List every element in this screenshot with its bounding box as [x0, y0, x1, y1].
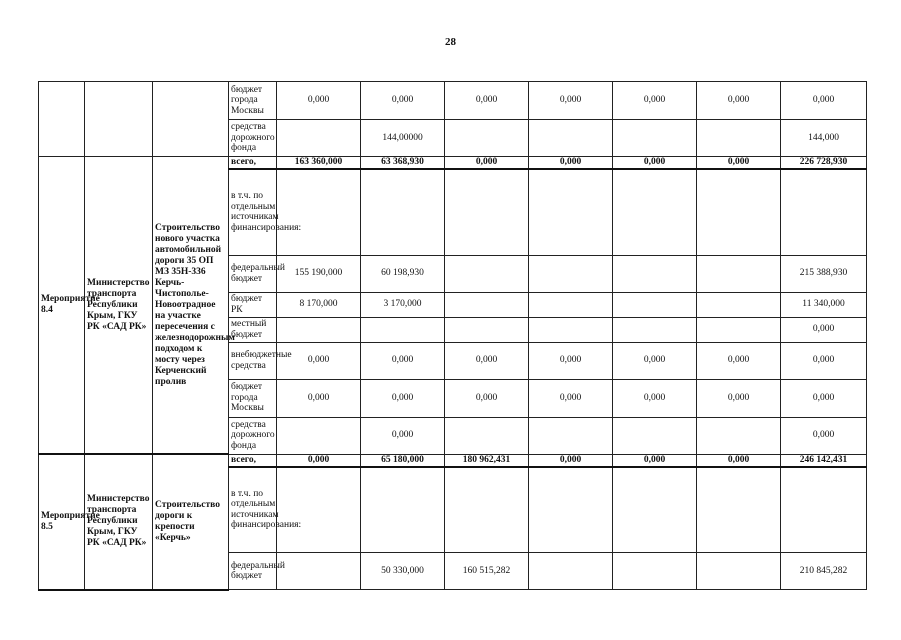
value-cell: [697, 467, 781, 553]
value-cell: 0,000: [277, 454, 361, 467]
measure-cell: Мероприятие 8.5: [39, 454, 85, 590]
value-cell: 0,000: [529, 454, 613, 467]
value-cell: [445, 417, 529, 454]
total-value-cell: 226 728,930: [781, 157, 867, 170]
value-cell: 160 515,282: [445, 553, 529, 590]
total-value-cell: 0,000: [781, 379, 867, 417]
value-cell: 65 180,000: [361, 454, 445, 467]
value-cell: [529, 317, 613, 342]
value-cell: 0,000: [361, 417, 445, 454]
value-cell: [277, 317, 361, 342]
value-cell: 0,000: [445, 82, 529, 120]
measure-cell: Мероприятие 8.4: [39, 157, 85, 455]
source-label: внебюджетные средства: [229, 342, 277, 379]
value-cell: [277, 417, 361, 454]
value-cell: 0,000: [697, 157, 781, 170]
total-value-cell: 210 845,282: [781, 553, 867, 590]
value-cell: [697, 169, 781, 255]
value-cell: 0,000: [697, 342, 781, 379]
value-cell: [361, 169, 445, 255]
value-cell: [613, 317, 697, 342]
value-cell: [613, 169, 697, 255]
value-cell: 0,000: [529, 157, 613, 170]
executor-cell: Министерство транспорта Республики Крым, ГКУ РК «САД РК»: [85, 454, 153, 590]
total-value-cell: 0,000: [781, 317, 867, 342]
value-cell: [613, 255, 697, 292]
budget-table: [38, 81, 867, 591]
value-cell: [697, 120, 781, 157]
value-cell: [445, 467, 529, 553]
value-cell: 0,000: [361, 82, 445, 120]
source-label: в т.ч. по отдельным источникам финансирования:: [229, 169, 277, 255]
value-cell: 63 368,930: [361, 157, 445, 170]
value-cell: [277, 120, 361, 157]
total-value-cell: 144,000: [781, 120, 867, 157]
total-value-cell: 0,000: [781, 342, 867, 379]
value-cell: 0,000: [277, 379, 361, 417]
value-cell: [529, 417, 613, 454]
total-row: [39, 454, 867, 467]
value-cell: 0,000: [277, 342, 361, 379]
value-cell: [277, 553, 361, 590]
value-cell: 0,000: [697, 82, 781, 120]
source-label: средства дорожного фонда: [229, 120, 277, 157]
value-cell: 60 198,930: [361, 255, 445, 292]
source-label: всего,: [229, 454, 277, 467]
value-cell: [529, 120, 613, 157]
value-cell: 0,000: [529, 379, 613, 417]
source-label: федеральный бюджет: [229, 553, 277, 590]
table-row: [39, 82, 867, 120]
value-cell: 155 190,000: [277, 255, 361, 292]
value-cell: [277, 467, 361, 553]
value-cell: [529, 292, 613, 317]
value-cell: [277, 169, 361, 255]
value-cell: 0,000: [697, 379, 781, 417]
total-value-cell: [781, 467, 867, 553]
source-label: федеральный бюджет: [229, 255, 277, 292]
source-label: бюджет РК: [229, 292, 277, 317]
value-cell: [613, 120, 697, 157]
value-cell: 0,000: [445, 379, 529, 417]
value-cell: [445, 317, 529, 342]
value-cell: 3 170,000: [361, 292, 445, 317]
value-cell: [361, 317, 445, 342]
source-label: бюджет города Москвы: [229, 82, 277, 120]
total-value-cell: 0,000: [781, 417, 867, 454]
total-row: [39, 157, 867, 170]
value-cell: 0,000: [277, 82, 361, 120]
value-cell: 0,000: [529, 82, 613, 120]
executor-cell: Министерство транспорта Республики Крым, ГКУ РК «САД РК»: [85, 157, 153, 455]
value-cell: [697, 255, 781, 292]
value-cell: [613, 417, 697, 454]
executor-cell: [85, 82, 153, 157]
value-cell: 0,000: [361, 342, 445, 379]
source-label: средства дорожного фонда: [229, 417, 277, 454]
value-cell: 0,000: [445, 157, 529, 170]
value-cell: [529, 467, 613, 553]
value-cell: 0,000: [613, 342, 697, 379]
value-cell: 0,000: [697, 454, 781, 467]
value-cell: 0,000: [613, 454, 697, 467]
value-cell: [529, 169, 613, 255]
value-cell: 0,000: [613, 82, 697, 120]
value-cell: [445, 255, 529, 292]
value-cell: [697, 553, 781, 590]
value-cell: 0,000: [445, 342, 529, 379]
value-cell: [697, 417, 781, 454]
value-cell: 0,000: [613, 157, 697, 170]
value-cell: 180 962,431: [445, 454, 529, 467]
value-cell: [361, 467, 445, 553]
value-cell: [445, 292, 529, 317]
value-cell: [445, 169, 529, 255]
source-label: всего,: [229, 157, 277, 170]
value-cell: 50 330,000: [361, 553, 445, 590]
total-value-cell: 246 142,431: [781, 454, 867, 467]
value-cell: 0,000: [529, 342, 613, 379]
value-cell: 0,000: [613, 379, 697, 417]
value-cell: 144,00000: [361, 120, 445, 157]
total-value-cell: [781, 169, 867, 255]
value-cell: [697, 317, 781, 342]
measure-name-cell: Строительство нового участка автомобильной дороги 35 ОП МЗ 35Н-336 Керчь-Чистополье-Новоотрадное на участке пересечения с железнодорожным подходом к мосту через Керченский пролив: [153, 157, 229, 455]
total-value-cell: 11 340,000: [781, 292, 867, 317]
value-cell: [529, 255, 613, 292]
measure-name-cell: [153, 82, 229, 157]
value-cell: [613, 467, 697, 553]
page-number: 28: [445, 36, 456, 48]
value-cell: 163 360,000: [277, 157, 361, 170]
value-cell: 8 170,000: [277, 292, 361, 317]
source-label: местный бюджет: [229, 317, 277, 342]
measure-cell: [39, 82, 85, 157]
value-cell: [613, 553, 697, 590]
source-label: в т.ч. по отдельным источникам финансирования:: [229, 467, 277, 553]
value-cell: [697, 292, 781, 317]
total-value-cell: 0,000: [781, 82, 867, 120]
total-value-cell: 215 388,930: [781, 255, 867, 292]
value-cell: [529, 553, 613, 590]
measure-name-cell: Строительство дороги к крепости «Керчь»: [153, 454, 229, 590]
value-cell: [613, 292, 697, 317]
value-cell: 0,000: [361, 379, 445, 417]
source-label: бюджет города Москвы: [229, 379, 277, 417]
value-cell: [445, 120, 529, 157]
